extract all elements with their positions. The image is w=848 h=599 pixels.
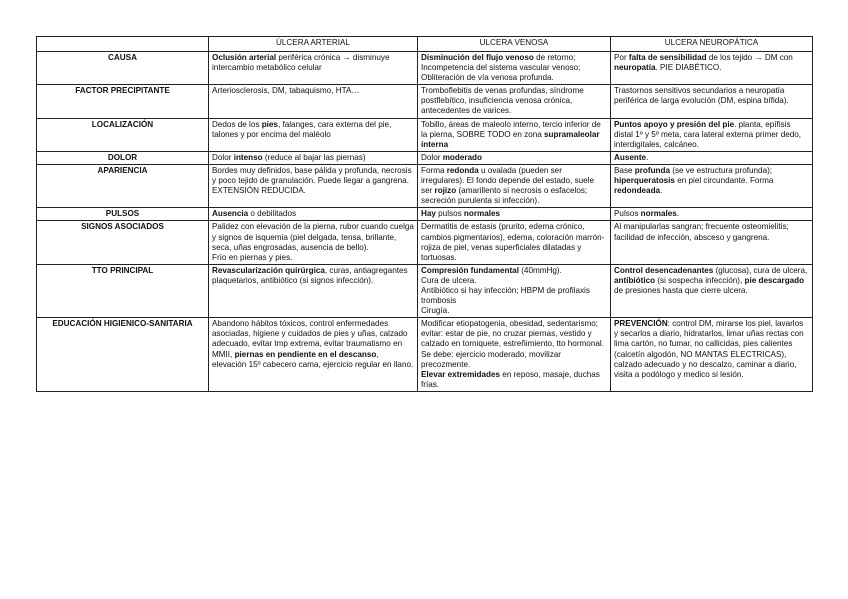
cell-neuropatica [611, 164, 813, 207]
bold-text-segment: Control desencadenantes [614, 265, 714, 275]
text-segment: pulsos [435, 209, 464, 219]
text-segment: Forma [421, 165, 447, 175]
header-ulcera-arterial: ÚLCERA ARTERIAL [209, 37, 418, 52]
text-segment: de retorno; Incompetencia del sistema vascular venoso; Obliteración de vía venosa profunda. [421, 53, 583, 83]
row-label: SIGNOS ASOCIADOS [37, 221, 209, 264]
text-segment: . PIE DIABÉTICO. [655, 63, 722, 73]
row-pulsos [37, 208, 813, 221]
cell-neuropatica [611, 118, 813, 151]
row-label: TTO PRINCIPAL [37, 264, 209, 317]
row-causa [37, 52, 813, 85]
bold-text-segment: Oclusión arterial [212, 53, 277, 62]
bold-text-segment: normales [463, 209, 501, 219]
cell-neuropatica [611, 318, 813, 392]
cell-arterial [209, 52, 418, 85]
header-empty-cell [37, 37, 209, 52]
cell-neuropatica [611, 264, 813, 317]
bold-text-segment: Ausencia [212, 209, 249, 219]
text-segment: Bordes muy definidos, base pálida y profunda, necrosis y poco tejido de granulación. Puede llegar a gangrena. EXTENSIÓN REDUCIDA. [212, 165, 414, 196]
cell-venosa [418, 164, 611, 207]
text-segment: (amarillento si necrosis o esfacelos; secreción purulenta si infección). [421, 186, 590, 206]
row-tto-principal [37, 264, 813, 317]
bold-text-segment: Hay [421, 209, 436, 219]
cell-neuropatica [611, 151, 813, 164]
cell-arterial [209, 151, 418, 164]
text-segment: Dolor [421, 152, 443, 162]
header-ulcera-neuropatica: ULCERA NEUROPÁTICA [611, 37, 813, 52]
text-segment: (si sospecha infección), [655, 275, 745, 285]
text-segment: o debilitados [248, 209, 297, 219]
bold-text-segment: redonda [446, 165, 479, 175]
row-label: APARIENCIA [37, 164, 209, 207]
text-segment: (40mmHg). Cura de ulcera. Antibiótico si hay infección; HBPM de profilaxis trombosis Cirugía. [421, 265, 590, 316]
cell-neuropatica [611, 85, 813, 118]
text-segment: periférica crónica → disminuye intercambio metabólico celular [212, 53, 392, 73]
text-segment: en piel circundante. Forma [674, 176, 776, 186]
cell-arterial [209, 208, 418, 221]
text-segment: (se ve estructura profunda); [669, 165, 775, 175]
ulcer-comparison-table [36, 36, 813, 392]
text-segment: Tromboflebitis de venas profundas, síndrome postflebítico, insuficiencia venosa crónica, antecedentes de varices. [421, 86, 586, 116]
cell-arterial [209, 164, 418, 207]
bold-text-segment: Elevar extremidades [421, 369, 501, 379]
text-segment: . [646, 152, 649, 162]
text-segment: Dermatitis de estasis (prurito, edema crónico, cambios pigmentarios), edema, coloración marrón-rojiza de piel, venas superficiales dilatadas y tortuosas. [421, 222, 605, 262]
text-segment: Pulsos [614, 209, 641, 219]
cell-venosa [418, 85, 611, 118]
cell-venosa [418, 151, 611, 164]
text-segment: : control DM, mirarse los piel, lavarlos y secarlos a diario, hidratarlos, limar uñas rectas con lima cartón, no fumar, no callicidas, pies calientes (calcetín algodón, NO MANTAS ELECTRICAS), calzado adecuado y no descalzo, caminar a diario, visita a podólogo y medico si lesión. [614, 319, 806, 379]
row-label: PULSOS [37, 208, 209, 221]
text-segment: en reposo, masaje, duchas frías. [421, 369, 603, 389]
cell-venosa [418, 318, 611, 392]
text-segment: Dedos de los [212, 119, 262, 129]
text-segment: (glucosa), cura de ulcera, [713, 265, 810, 275]
bold-text-segment: intenso [233, 152, 263, 162]
row-educacion-higienico-sanitaria [37, 318, 813, 392]
row-label: FACTOR PRECIPITANTE [37, 85, 209, 118]
row-label: LOCALIZACIÓN [37, 118, 209, 151]
cell-arterial [209, 318, 418, 392]
bold-text-segment: antibiótico [614, 275, 656, 285]
row-label: CAUSA [37, 52, 209, 85]
bold-text-segment: moderado [442, 152, 482, 162]
cell-venosa [418, 208, 611, 221]
text-segment: , falanges, cara externa del pie, talones y por encima del maléolo [212, 119, 394, 139]
bold-text-segment: hiperqueratosis [614, 176, 675, 186]
text-segment: Base [614, 165, 635, 175]
bold-text-segment: normales [640, 209, 677, 219]
row-label: EDUCACIÓN HIGIENICO-SANITARIA [37, 318, 209, 392]
cell-arterial [209, 221, 418, 264]
text-segment: . planta, epífisis distal 1º y 5º meta, cara lateral externa primer dedo, interdigitales, calcáneo. [614, 119, 804, 149]
cell-venosa [418, 221, 611, 264]
bold-text-segment: neuropatía [614, 63, 656, 73]
cell-neuropatica [611, 221, 813, 264]
bold-text-segment: pie descargado [744, 275, 805, 285]
text-segment: Trastornos sensitivos secundarios a neuropatía periférica de larga evolución (DM, espina bífida). [614, 86, 789, 106]
row-signos-asociados [37, 221, 813, 264]
cell-neuropatica [611, 208, 813, 221]
text-segment: de los tejido → DM con [706, 53, 796, 62]
cell-arterial [209, 118, 418, 151]
text-segment: Dolor [212, 152, 234, 162]
cell-arterial [209, 264, 418, 317]
text-segment: , elevación 15º cabecero cama, ejercicio regular en llano. [212, 349, 414, 369]
text-segment: , curas, antiagregantes plaquetarios, antibiótico (si signos infección). [212, 265, 410, 285]
text-segment: . [660, 186, 663, 196]
bold-text-segment: rojizo [434, 186, 457, 196]
bold-text-segment: falta de sensibilidad [628, 53, 707, 62]
row-apariencia [37, 164, 813, 207]
text-segment: Por [614, 53, 629, 62]
bold-text-segment: Revascularización quirúrgica [212, 265, 325, 275]
bold-text-segment: Ausente [614, 152, 647, 162]
bold-text-segment: Disminución del flujo venoso [421, 53, 534, 62]
bold-text-segment: profunda [634, 165, 670, 175]
cell-arterial [209, 85, 418, 118]
header-ulcera-venosa: ULCERA VENOSA [418, 37, 611, 52]
row-localizacion [37, 118, 813, 151]
text-segment: Modificar etiopatogenia, obesidad, sedentarismo; evitar: estar de pie, no cruzar piernas, vestido y calzado en torniquete, estreñimiento, tto hormonal. Se debe: ejercicio moderado, movilizar precozmente. [421, 319, 604, 369]
cell-venosa [418, 264, 611, 317]
bold-text-segment: PREVENCIÓN [614, 319, 668, 329]
row-label: DOLOR [37, 151, 209, 164]
bold-text-segment: piernas en pendiente en el descanso [234, 349, 377, 359]
cell-venosa [418, 52, 611, 85]
text-segment: . [676, 209, 680, 219]
bold-text-segment: pies [261, 119, 278, 129]
bold-text-segment: supramaleolar interna [421, 129, 602, 149]
text-segment: Arteriosclerosis, DM, tabaquismo, HTA… [212, 86, 360, 96]
text-segment: Tobillo, áreas de maleolo interno, tercio inferior de la pierna, SOBRE TODO en zona [421, 119, 604, 139]
text-segment: (reduce al bajar las piernas) [262, 152, 366, 162]
bold-text-segment: redondeada [614, 186, 661, 196]
text-segment: de presiones hasta que cierre ulcera. [614, 275, 807, 295]
bold-text-segment: Compresión fundamental [421, 265, 519, 275]
text-segment: Palidez con elevación de la pierna, rubor cuando cuelga y signos de isquemia (piel delgada, tensa, brillante, seca, uñas engrosadas, ausencia de bello). Frío en piernas y pies. [212, 222, 414, 262]
bold-text-segment: Puntos apoyo y presión del pie [614, 119, 735, 129]
text-segment: Abandono hábitos tóxicos, control enfermedades asociadas, higiene y cuidados de pies y uñas, calzado adecuado, evitar tmp extrema, evitar traumatismo en MMII, [212, 319, 410, 359]
row-dolor [37, 151, 813, 164]
header-row [37, 37, 813, 52]
cell-neuropatica [611, 52, 813, 85]
cell-venosa [418, 118, 611, 151]
text-segment: Al manipularlas sangran; frecuente osteomielitis; facilidad de infección, absceso y gangrena. [614, 222, 792, 242]
row-factor-precipitante [37, 85, 813, 118]
text-segment: u ovalada (pueden ser irregulares). El fondo depende del estado, suele ser [421, 165, 597, 196]
